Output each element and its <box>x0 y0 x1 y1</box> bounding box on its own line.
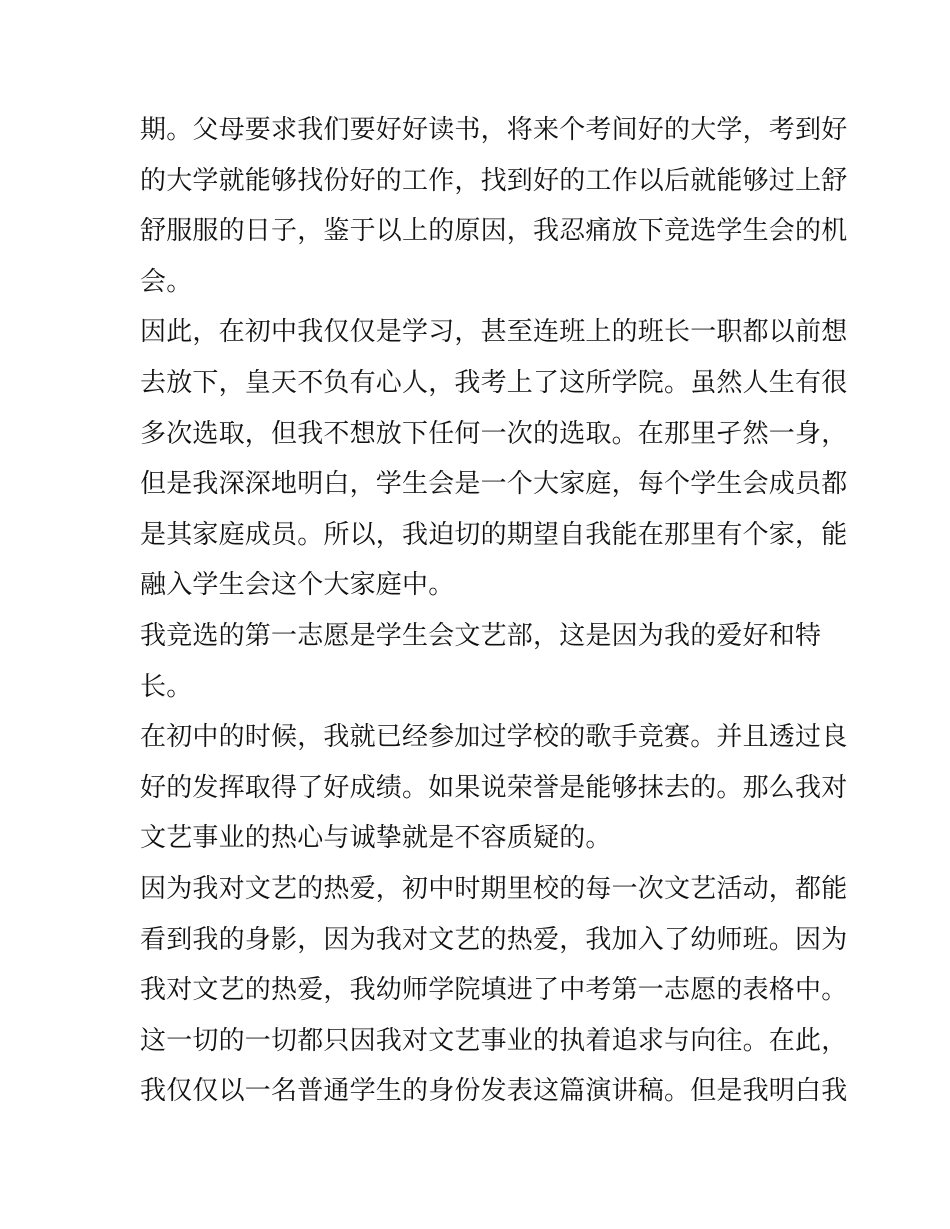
text-line: 我对文艺的热爱，我幼师学院填进了中考第一志愿的表格中。 <box>140 975 848 1006</box>
text-line: 我仅仅以一名普通学生的身份发表这篇演讲稿。但是我明白我 <box>140 1076 848 1107</box>
body-text <box>140 105 848 1117</box>
text-line: 融入学生会这个大家庭中。 <box>140 570 455 601</box>
text-line: 好的发挥取得了好成绩。如果说荣誉是能够抹去的。那么我对 <box>140 772 848 803</box>
text-line: 在初中的时候，我就已经参加过学校的歌手竞赛。并且透过良 <box>140 722 848 753</box>
text-line: 我竞选的第一志愿是学生会文艺部，这是因为我的爱好和特 <box>140 620 822 651</box>
text-line: 因为我对文艺的热爱，初中时期里校的每一次文艺活动，都能 <box>140 873 848 904</box>
text-line: 的大学就能够找份好的工作，找到好的工作以后就能够过上舒 <box>140 165 848 196</box>
text-line: 多次选取，但我不想放下任何一次的选取。在那里孑然一身， <box>140 418 848 449</box>
text-line: 文艺事业的热心与诚挚就是不容质疑的。 <box>140 823 612 854</box>
text-line: 这一切的一切都只因我对文艺事业的执着追求与向往。在此， <box>140 1025 848 1056</box>
text-line: 但是我深深地明白，学生会是一个大家庭，每个学生会成员都 <box>140 469 848 500</box>
text-line: 是其家庭成员。所以，我迫切的期望自我能在那里有个家，能 <box>140 519 848 550</box>
text-line: 去放下，皇天不负有心人，我考上了这所学院。虽然人生有很 <box>140 367 848 398</box>
text-line: 舒服服的日子，鉴于以上的原因，我忍痛放下竞选学生会的机 <box>140 216 848 247</box>
text-line: 长。 <box>140 671 193 702</box>
text-line: 因此，在初中我仅仅是学习，甚至连班上的班长一职都以前想 <box>140 317 848 348</box>
text-line: 会。 <box>140 266 193 297</box>
text-line: 看到我的身影，因为我对文艺的热爱，我加入了幼师班。因为 <box>140 924 848 955</box>
text-line: 期。父母要求我们要好好读书，将来个考间好的大学，考到好 <box>140 115 848 145</box>
